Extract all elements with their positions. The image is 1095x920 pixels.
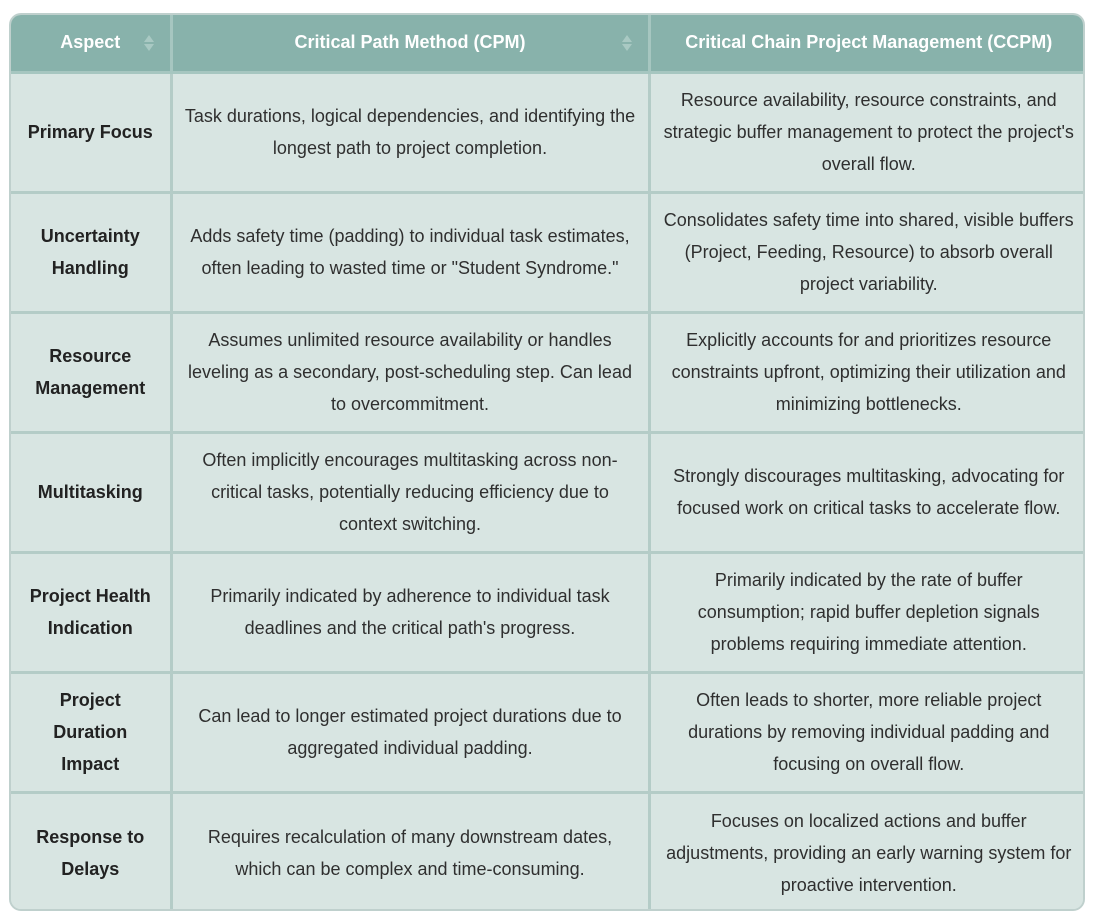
comparison-table	[11, 15, 1085, 911]
cpm-cell: Requires recalculation of many downstream dates, which can be complex and time-consuming.	[171, 792, 649, 911]
ccpm-cell: Resource availability, resource constraints, and strategic buffer management to protect the project's overall flow.	[649, 72, 1085, 192]
table-row	[11, 72, 1085, 192]
header-row	[11, 15, 1085, 72]
ccpm-cell: Primarily indicated by the rate of buffer consumption; rapid buffer depletion signals problems requiring immediate attention.	[649, 552, 1085, 672]
table-row	[11, 792, 1085, 911]
table-row	[11, 432, 1085, 552]
ccpm-cell: Strongly discourages multitasking, advocating for focused work on critical tasks to accelerate flow.	[649, 432, 1085, 552]
header-aspect-label: Aspect	[60, 32, 121, 53]
cpm-cell: Can lead to longer estimated project durations due to aggregated individual padding.	[171, 672, 649, 792]
table-header	[11, 15, 1085, 72]
header-cpm-label: Critical Path Method (CPM)	[294, 32, 526, 53]
ccpm-cell: Often leads to shorter, more reliable project durations by removing individual padding and focusing on overall flow.	[649, 672, 1085, 792]
cpm-cell: Primarily indicated by adherence to individual task deadlines and the critical path's progress.	[171, 552, 649, 672]
table-body	[11, 72, 1085, 911]
aspect-cell: Primary Focus	[11, 72, 171, 192]
table-row	[11, 312, 1085, 432]
table-row	[11, 192, 1085, 312]
cpm-cell: Adds safety time (padding) to individual task estimates, often leading to wasted time or "Student Syndrome."	[171, 192, 649, 312]
aspect-cell: Resource Management	[11, 312, 171, 432]
sort-icon[interactable]	[622, 34, 632, 52]
comparison-table-container	[9, 13, 1085, 911]
header-aspect[interactable]	[11, 15, 171, 72]
ccpm-cell: Focuses on localized actions and buffer adjustments, providing an early warning system for proactive intervention.	[649, 792, 1085, 911]
ccpm-cell: Consolidates safety time into shared, visible buffers (Project, Feeding, Resource) to absorb overall project variability.	[649, 192, 1085, 312]
header-ccpm[interactable]	[649, 15, 1085, 72]
sort-icon[interactable]	[144, 34, 154, 52]
table-row	[11, 672, 1085, 792]
aspect-cell: Project Health Indication	[11, 552, 171, 672]
aspect-cell: Response to Delays	[11, 792, 171, 911]
cpm-cell: Often implicitly encourages multitasking across non-critical tasks, potentially reducing efficiency due to context switching.	[171, 432, 649, 552]
cpm-cell: Assumes unlimited resource availability or handles leveling as a secondary, post-scheduling step. Can lead to overcommitment.	[171, 312, 649, 432]
aspect-cell: Uncertainty Handling	[11, 192, 171, 312]
aspect-cell: Multitasking	[11, 432, 171, 552]
aspect-cell: Project Duration Impact	[11, 672, 171, 792]
header-cpm[interactable]	[171, 15, 649, 72]
header-ccpm-label: Critical Chain Project Management (CCPM)	[685, 32, 1053, 53]
ccpm-cell: Explicitly accounts for and prioritizes resource constraints upfront, optimizing their utilization and minimizing bottlenecks.	[649, 312, 1085, 432]
table-row	[11, 552, 1085, 672]
cpm-cell: Task durations, logical dependencies, and identifying the longest path to project completion.	[171, 72, 649, 192]
